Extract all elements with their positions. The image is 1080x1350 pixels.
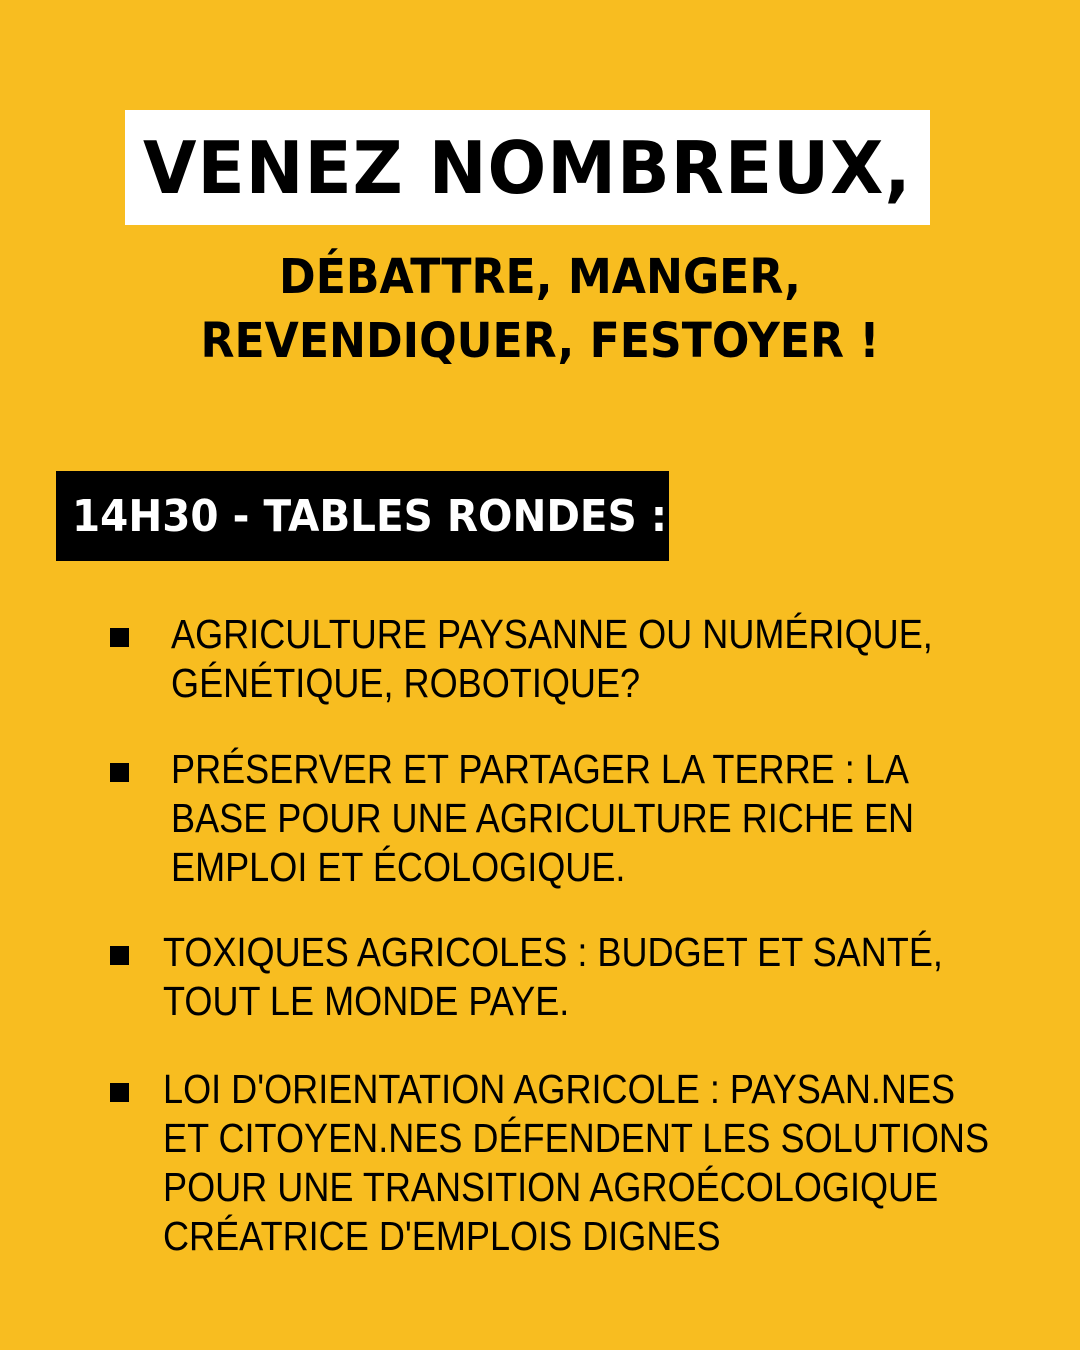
list-item-line: TOXIQUES AGRICOLES : BUDGET ET SANTÉ, <box>163 929 943 975</box>
list-item-text <box>171 610 945 708</box>
list-item-line: EMPLOI ET ÉCOLOGIQUE. <box>171 844 626 890</box>
headline-banner <box>125 110 930 225</box>
square-bullet-icon <box>110 763 129 782</box>
list-item-line: PRÉSERVER ET PARTAGER LA TERRE : LA <box>171 746 909 792</box>
list-item-line: ET CITOYEN.NES DÉFENDENT LES SOLUTIONS <box>163 1115 990 1161</box>
list-item-text <box>163 1065 990 1261</box>
subheadline-line-2: REVENDIQUER, FESTOYER ! <box>200 313 880 369</box>
subheadline <box>43 245 1037 373</box>
list-item-line: CRÉATRICE D'EMPLOIS DIGNES <box>163 1213 721 1259</box>
section-title-banner <box>56 471 669 561</box>
square-bullet-icon <box>110 946 129 965</box>
list-item-text <box>171 745 945 892</box>
headline: VENEZ NOMBREUX, <box>143 125 912 210</box>
list-item-line: LOI D'ORIENTATION AGRICOLE : PAYSAN.NES <box>163 1066 956 1112</box>
list-item-line: TOUT LE MONDE PAYE. <box>163 978 570 1024</box>
list-item-line: POUR UNE TRANSITION AGROÉCOLOGIQUE <box>163 1164 939 1210</box>
list-item-line: GÉNÉTIQUE, ROBOTIQUE? <box>171 660 641 706</box>
list-item-text <box>163 928 943 1026</box>
section-title: 14H30 - TABLES RONDES : <box>72 490 668 542</box>
list-item-line: BASE POUR UNE AGRICULTURE RICHE EN <box>171 795 915 841</box>
list-item-line: AGRICULTURE PAYSANNE OU NUMÉRIQUE, <box>171 611 933 657</box>
subheadline-line-1: DÉBATTRE, MANGER, <box>279 249 801 305</box>
square-bullet-icon <box>110 1083 129 1102</box>
square-bullet-icon <box>110 628 129 647</box>
